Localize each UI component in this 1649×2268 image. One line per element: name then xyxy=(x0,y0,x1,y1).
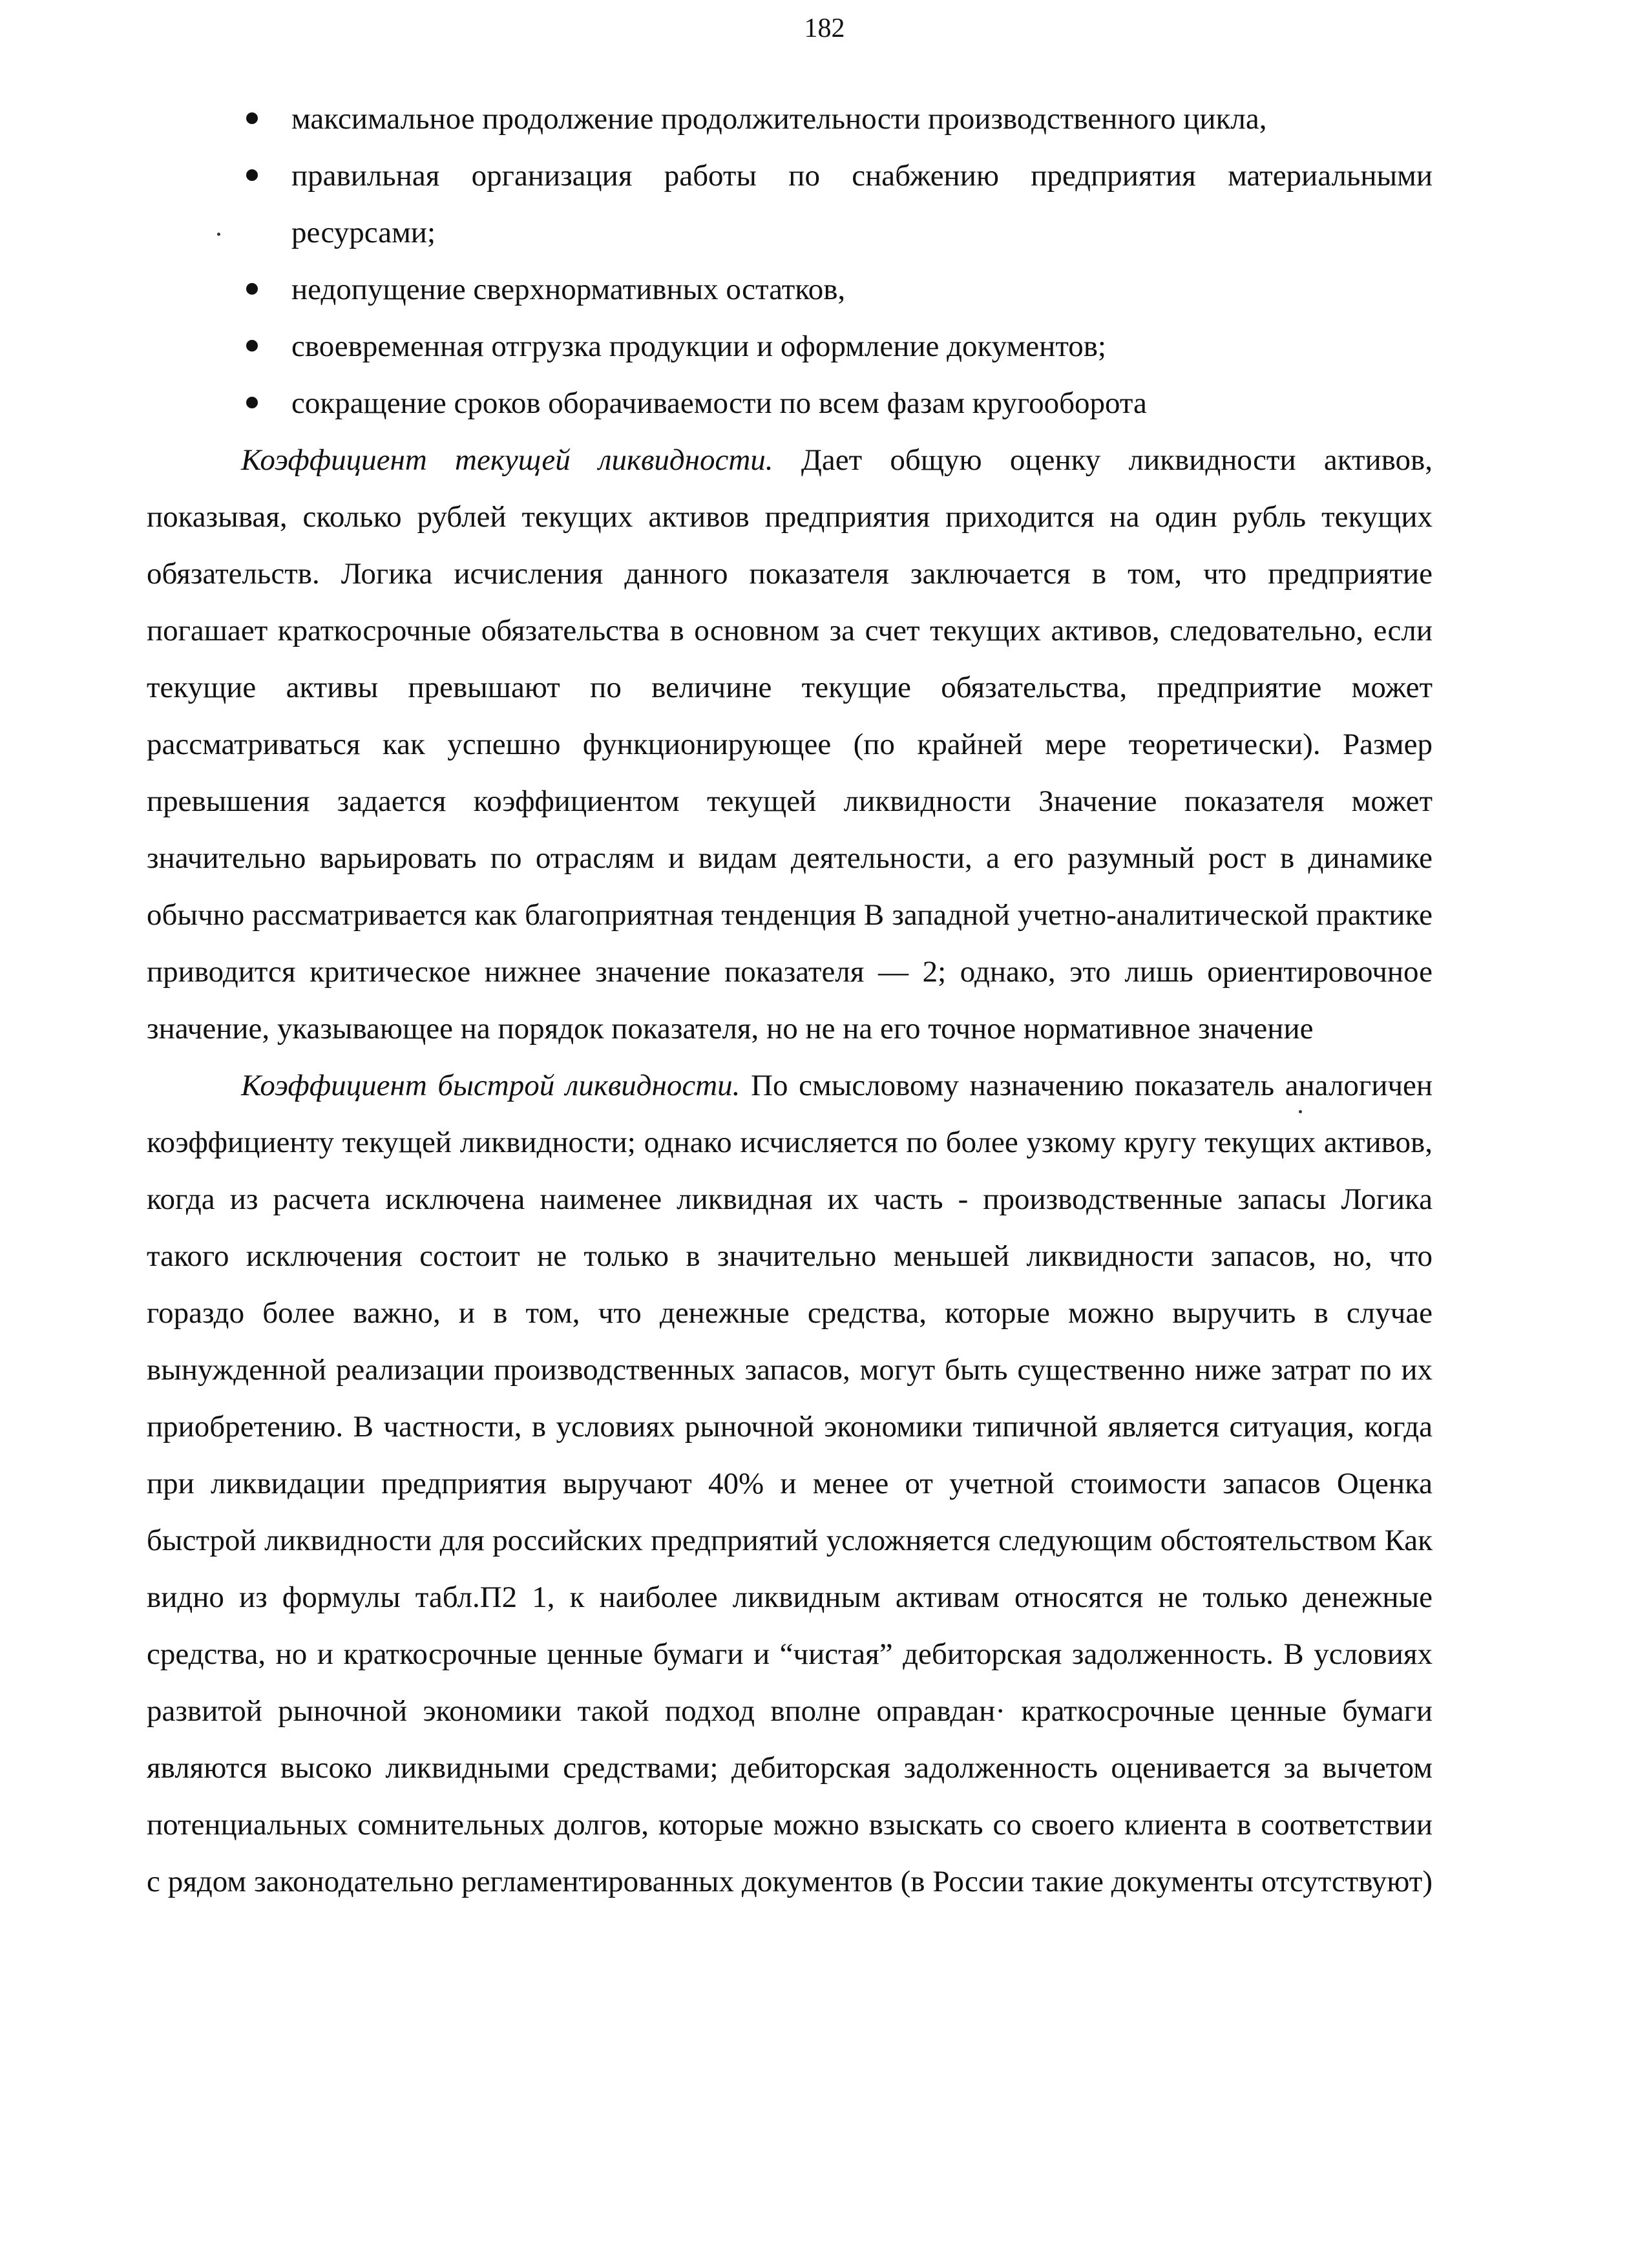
bullet-icon xyxy=(246,169,258,181)
paragraph-term: Коэффициент быстрой ликвидности. xyxy=(241,1069,740,1102)
bullet-icon xyxy=(246,340,258,352)
list-item-text: своевременная отгрузка продукции и оформление документов; xyxy=(291,330,1106,363)
list-item xyxy=(147,261,1433,318)
list-item-text: сокращение сроков оборачиваемости по всем фазам кругооборота xyxy=(291,386,1147,420)
bullet-icon xyxy=(246,283,258,295)
list-item-text: правильная организация работы по снабжению предприятия материальными ресурсами; xyxy=(291,159,1433,249)
list-item-text: максимальное продолжение продолжительности производственного цикла, xyxy=(291,102,1267,136)
paragraph-current-liquidity xyxy=(147,432,1433,1057)
paragraph-quick-liquidity xyxy=(147,1057,1433,1910)
list-item xyxy=(147,147,1433,261)
scan-speck xyxy=(1299,1110,1302,1113)
paragraph-text: По смысловому назначению показатель аналогичен коэффициенту текущей ликвидности; однако исчисляется по более узкому кругу текущих активов, когда из расчета исключена наименее ликвидная их часть - производственные запасы Логика такого исключения состоит не только в значительно меньшей ликвидности запасов, но, что гораздо более важно, и в том, что денежные средства, которые можно выручить в случае вынужденной реализации производственных запасов, могут быть существенно ниже затрат по их приобретению. В частности, в условиях рыночной экономики типичной является ситуация, когда при ликвидации предприятия выручают 40% и менее от учетной стоимости запасов Оценка быстрой ликвидности для российских предприятий усложняется следующим обстоятельством Как видно из формулы табл.П2 1, к наиболее ликвидным активам относятся не только денежные средства, но и краткосрочные ценные бумаги и “чистая” дебиторская задолженность. В условиях развитой рыночной экономики такой подход вполне оправдан· краткосрочные ценные бумаги являются высоко ликвидными средствами; дебиторская задолженность оценивается за вычетом потенциальных сомнительных долгов, которые можно взыскать со своего клиента в соответствии с рядом законодательно регламентированных документов (в России такие документы отсутствуют) xyxy=(147,1069,1433,1898)
list-item-text: недопущение сверхнормативных остатков, xyxy=(291,273,846,306)
list-item xyxy=(147,375,1433,432)
bullet-icon xyxy=(246,112,258,124)
paragraph-text: Дает общую оценку ликвидности активов, показывая, сколько рублей текущих активов предприятия приходится на один рубль текущих обязательств. Логика исчисления данного показателя заключается в том, что предприятие погашает краткосрочные обязательства в основном за счет текущих активов, следовательно, если текущие активы превышают по величине текущие обязательства, предприятие может рассматриваться как успешно функционирующее (по крайней мере теоретически). Размер превышения задается коэффициентом текущей ликвидности Значение показателя может значительно варьировать по отраслям и видам деятельности, а его разумный рост в динамике обычно рассматривается как благоприятная тенденция В западной учетно-аналитической практике приводится критическое нижнее значение показателя — 2; однако, это лишь ориентировочное значение, указывающее на порядок показателя, но не на его точное нормативное значение xyxy=(147,443,1433,1045)
bullet-list xyxy=(147,90,1433,432)
list-item xyxy=(147,90,1433,147)
paragraph-term: Коэффициент текущей ликвидности. xyxy=(241,443,773,477)
scan-speck xyxy=(217,233,220,236)
bullet-icon xyxy=(246,397,258,408)
page-body xyxy=(147,90,1433,1910)
page-number: 182 xyxy=(804,14,845,43)
list-item xyxy=(147,318,1433,375)
